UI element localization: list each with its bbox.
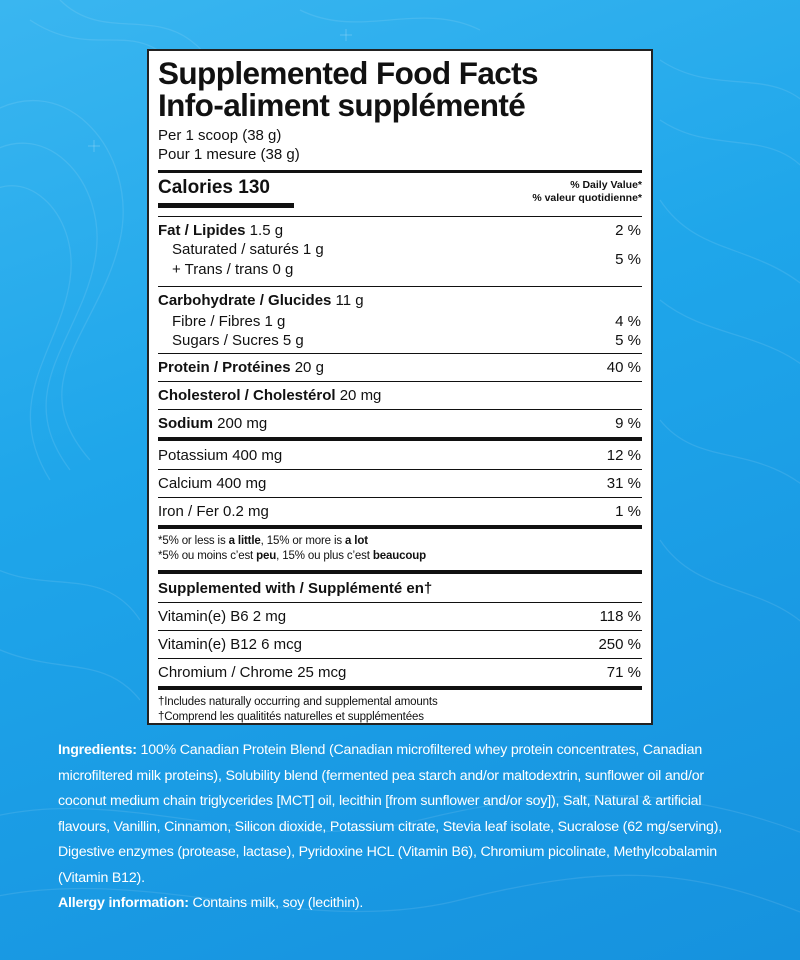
- supplement-footnote-french: †Comprend les qualitités naturelles et supplémentées: [158, 711, 424, 723]
- cholesterol-row: [158, 382, 642, 409]
- sugars-label: Sugars / Sucres 5 g: [172, 332, 304, 349]
- calories-row: [158, 173, 642, 216]
- carbohydrate-row: [158, 291, 642, 310]
- allergy-paragraph: [58, 891, 748, 917]
- fat-pct: 2 %: [615, 222, 641, 239]
- chromium-label: Chromium / Chrome 25 mcg: [158, 664, 347, 681]
- serving-french: Pour 1 mesure (38 g): [158, 146, 300, 163]
- fat-amount: 1.5 g: [245, 222, 284, 239]
- daily-value-english: % Daily Value*: [570, 179, 642, 191]
- ingredients-paragraph: [58, 738, 748, 891]
- carbohydrate-amount: 11 g: [331, 292, 364, 309]
- potassium-label: Potassium 400 mg: [158, 446, 283, 464]
- calories-underline: [158, 203, 294, 208]
- fat-label: Fat / Lipides: [158, 222, 246, 239]
- carbohydrate-group: [158, 287, 642, 350]
- calcium-label: Calcium 400 mg: [158, 475, 267, 492]
- sodium-label: Sodium: [158, 415, 213, 432]
- fat-group: [158, 217, 642, 279]
- calcium-row: [158, 470, 642, 497]
- title-french: Info-aliment supplémenté: [158, 87, 526, 123]
- ingredients-text: 100% Canadian Protein Blend (Canadian microfiltered whey protein concentrates, Canadian microfiltered milk proteins), Solubility blend (fermented pea starch and/or maltodextrin, sunflower oil and/or coconut medium chain triglycerides [MCT] oil, lecithin [from sunflower and/or soy]), Salt, Natural & artificial flavours, Vanillin, Cinnamon, Silicon dioxide, Potassium citrate, Stevia leaf isolate, Sucralose (62 mg/serving), Digestive enzymes (protease, lactase), Pyridoxine HCL (Vitamin B6), Chromium picolinate, Methylcobalamin (Vitamin B12).: [58, 742, 722, 886]
- ingredients-block: [58, 738, 748, 917]
- cholesterol-label: Cholesterol / Cholestérol: [158, 387, 336, 404]
- sodium-amount: 200 mg: [213, 415, 268, 432]
- sugars-row: [158, 331, 642, 350]
- vitamin-b6-label: Vitamin(e) B6 2 mg: [158, 608, 287, 625]
- potassium-pct: 12 %: [606, 446, 641, 464]
- fat-row: [158, 221, 642, 240]
- cholesterol-amount: 20 mg: [335, 387, 382, 404]
- supplement-footnote-english: †Includes naturally occurring and supplemental amounts: [158, 696, 438, 708]
- protein-pct: 40 %: [606, 359, 641, 376]
- calories-value: Calories 130: [158, 177, 270, 198]
- daily-value-footnote: [158, 529, 642, 564]
- calcium-pct: 31 %: [606, 475, 641, 492]
- chromium-row: [158, 659, 642, 686]
- footnote-french: *5% ou moins c’est peu, 15% ou plus c’est beaucoup: [158, 550, 426, 562]
- daily-value-french: % valeur quotidienne*: [532, 192, 642, 204]
- saturated-trans-pct: 5 %: [615, 251, 641, 268]
- protein-label: Protein / Protéines: [158, 359, 291, 376]
- iron-label: Iron / Fer 0.2 mg: [158, 503, 269, 520]
- footnote-english: *5% or less is a little, 15% or more is a lot: [158, 535, 368, 547]
- fibre-label: Fibre / Fibres 1 g: [172, 313, 286, 330]
- trans-label: + Trans / trans 0 g: [172, 261, 294, 278]
- protein-row: [158, 354, 642, 381]
- ingredients-label: Ingredients:: [58, 742, 137, 758]
- vitamin-b12-pct: 250 %: [598, 636, 641, 653]
- iron-row: [158, 498, 642, 525]
- sodium-pct: 9 %: [615, 415, 641, 432]
- allergy-text: Contains milk, soy (lecithin).: [188, 895, 364, 911]
- sodium-row: [158, 410, 642, 437]
- serving-english: Per 1 scoop (38 g): [158, 127, 282, 144]
- allergy-label: Allergy information:: [58, 895, 189, 911]
- potassium-row: [158, 441, 642, 469]
- fibre-row: [158, 310, 642, 331]
- carbohydrate-label: Carbohydrate / Glucides: [158, 292, 332, 309]
- saturated-row: [158, 240, 324, 259]
- chromium-pct: 71 %: [606, 664, 641, 681]
- sugars-pct: 5 %: [615, 332, 641, 349]
- iron-pct: 1 %: [615, 503, 641, 520]
- supplemented-heading: [158, 574, 642, 602]
- vitamin-b12-row: [158, 631, 642, 658]
- saturated-label: Saturated / saturés 1 g: [172, 241, 324, 258]
- vitamin-b6-row: [158, 603, 642, 630]
- supplemented-heading-text: Supplemented with / Supplémenté en†: [158, 579, 433, 597]
- fibre-pct: 4 %: [615, 313, 641, 330]
- protein-amount: 20 g: [290, 359, 324, 376]
- title-english: Supplemented Food Facts: [158, 55, 538, 91]
- serving-size: [158, 126, 642, 164]
- supplement-footnote: [158, 690, 642, 725]
- vitamin-b12-label: Vitamin(e) B12 6 mcg: [158, 636, 302, 653]
- nutrition-facts-panel: [147, 49, 653, 725]
- daily-value-header: [532, 177, 642, 205]
- vitamin-b6-pct: 118 %: [599, 608, 641, 625]
- trans-row: [158, 259, 324, 279]
